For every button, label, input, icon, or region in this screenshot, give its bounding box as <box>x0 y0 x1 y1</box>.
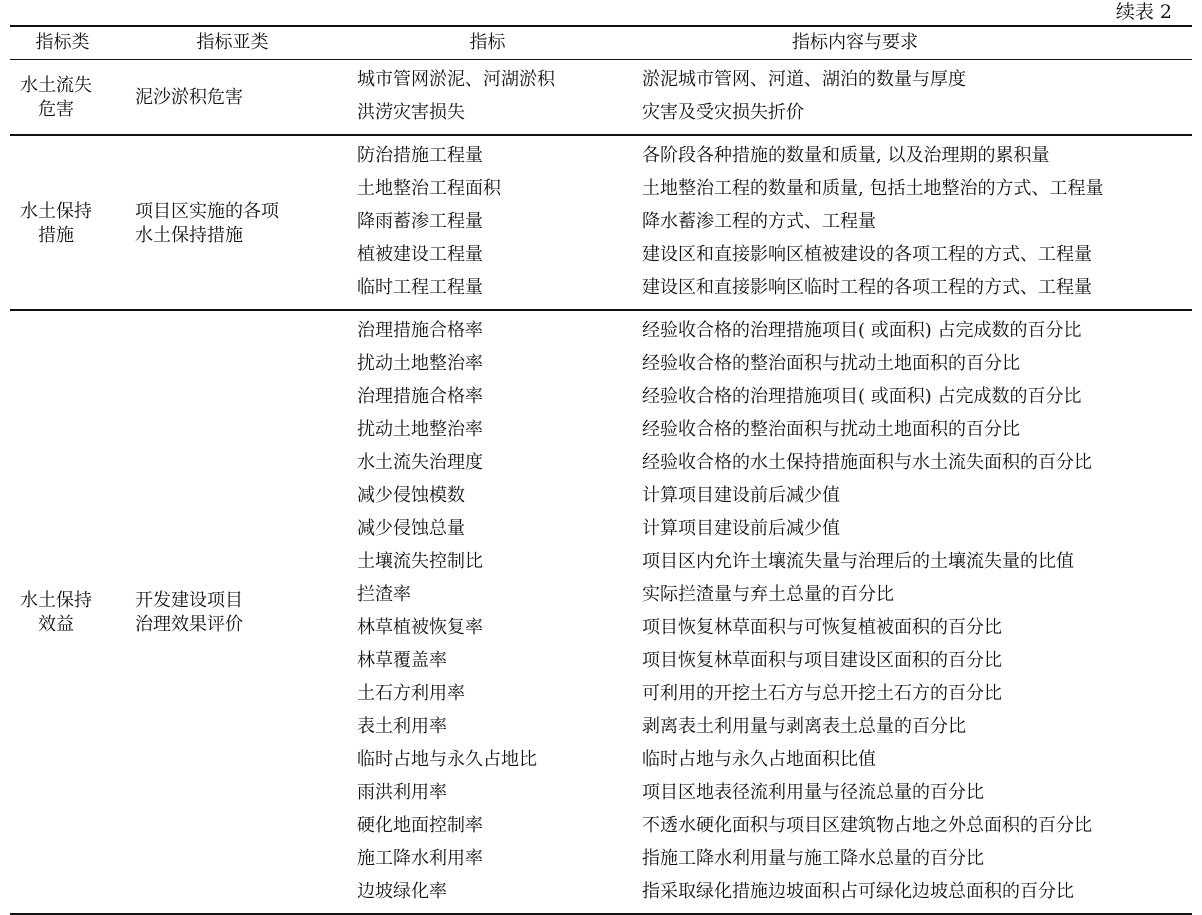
indicator-cell: 边坡绿化率 <box>357 881 447 902</box>
subcategory-cell-line: 泥沙淤积危害 <box>135 87 243 108</box>
content-cell: 经验收合格的整治面积与扰动土地面积的百分比 <box>642 419 1020 440</box>
indicator-cell: 林草覆盖率 <box>357 650 447 671</box>
indicator-cell: 水土流失治理度 <box>357 452 483 473</box>
content-cell: 计算项目建设前后减少值 <box>642 485 840 506</box>
content-cell: 淤泥城市管网、河道、湖泊的数量与厚度 <box>642 69 966 90</box>
indicator-cell: 扰动土地整治率 <box>357 419 483 440</box>
indicator-cell: 洪涝灾害损失 <box>357 102 465 123</box>
indicator-cell: 扰动土地整治率 <box>357 353 483 374</box>
content-cell: 经验收合格的治理措施项目( 或面积) 占完成数的百分比 <box>642 386 1082 407</box>
content-cell: 项目恢复林草面积与项目建设区面积的百分比 <box>642 650 1002 671</box>
category-cell <box>20 74 92 122</box>
category-cell <box>20 589 92 637</box>
indicator-cell: 施工降水利用率 <box>357 848 483 869</box>
subcategory-cell-line: 开发建设项目 <box>135 590 243 611</box>
indicator-cell: 治理措施合格率 <box>357 386 483 407</box>
indicator-cell: 治理措施合格率 <box>357 320 483 341</box>
subcategory-cell-line: 项目区实施的各项 <box>135 200 279 222</box>
subcategory-cell <box>135 86 243 110</box>
table-caption: 续表 2 <box>1115 1 1172 23</box>
content-cell: 计算项目建设前后减少值 <box>642 518 840 539</box>
content-cell: 剥离表土利用量与剥离表土总量的百分比 <box>642 716 966 737</box>
indicator-cell: 拦渣率 <box>357 584 411 605</box>
content-cell: 建设区和直接影响区植被建设的各项工程的方式、工程量 <box>642 244 1092 265</box>
indicator-cell: 表土利用率 <box>357 716 447 737</box>
group-rule <box>10 134 1192 136</box>
header-rule <box>10 59 1192 60</box>
content-cell: 经验收合格的整治面积与扰动土地面积的百分比 <box>642 353 1020 374</box>
subcategory-cell-line: 水土保持措施 <box>135 224 243 246</box>
category-cell-line: 效益 <box>38 614 74 635</box>
content-cell: 实际拦渣量与弃土总量的百分比 <box>642 584 894 605</box>
content-cell: 建设区和直接影响区临时工程的各项工程的方式、工程量 <box>642 277 1092 298</box>
indicator-cell: 防治措施工程量 <box>357 145 483 166</box>
content-cell: 项目区地表径流利用量与径流总量的百分比 <box>642 782 984 803</box>
subcategory-cell-line: 治理效果评价 <box>135 614 243 635</box>
content-cell: 灾害及受灾损失折价 <box>642 102 804 123</box>
category-cell-line: 措施 <box>38 224 74 246</box>
indicator-cell: 植被建设工程量 <box>357 244 483 265</box>
content-cell: 土地整治工程的数量和质量, 包括土地整治的方式、工程量 <box>642 178 1104 199</box>
indicator-cell: 降雨蓄渗工程量 <box>357 211 483 232</box>
indicator-cell: 减少侵蚀模数 <box>357 485 465 506</box>
header-category: 指标类 <box>35 32 90 53</box>
content-cell: 指施工降水利用量与施工降水总量的百分比 <box>642 848 984 869</box>
category-cell-line: 水土保持 <box>20 590 92 611</box>
subcategory-cell <box>135 200 279 248</box>
content-cell: 经验收合格的水土保持措施面积与水土流失面积的百分比 <box>642 452 1092 473</box>
content-cell: 不透水硬化面积与项目区建筑物占地之外总面积的百分比 <box>642 815 1092 836</box>
header-subcategory: 指标亚类 <box>196 32 269 53</box>
header-indicator: 指标 <box>469 32 506 53</box>
indicator-cell: 雨洪利用率 <box>357 782 447 803</box>
indicator-cell: 土壤流失控制比 <box>357 551 483 572</box>
content-cell: 降水蓄渗工程的方式、工程量 <box>642 211 876 232</box>
indicator-cell: 城市管网淤泥、河湖淤积 <box>357 69 555 90</box>
content-cell: 项目区内允许土壤流失量与治理后的土壤流失量的比值 <box>642 551 1074 572</box>
content-cell: 项目恢复林草面积与可恢复植被面积的百分比 <box>642 617 1002 638</box>
content-cell: 各阶段各种措施的数量和质量, 以及治理期的累积量 <box>642 145 1050 166</box>
indicator-cell: 临时占地与永久占地比 <box>357 749 537 770</box>
category-cell-line: 水土流失 <box>20 75 92 96</box>
indicator-cell: 土地整治工程面积 <box>357 178 501 199</box>
category-cell-line: 危害 <box>38 99 74 120</box>
content-cell: 指采取绿化措施边坡面积占可绿化边坡总面积的百分比 <box>642 881 1074 902</box>
indicator-cell: 减少侵蚀总量 <box>357 518 465 539</box>
content-cell: 经验收合格的治理措施项目( 或面积) 占完成数的百分比 <box>642 320 1082 341</box>
category-cell-line: 水土保持 <box>20 200 92 222</box>
content-cell: 可利用的开挖土石方与总开挖土石方的百分比 <box>642 683 1002 704</box>
content-cell: 临时占地与永久占地面积比值 <box>642 749 876 770</box>
indicator-cell: 硬化地面控制率 <box>357 815 483 836</box>
group-rule <box>10 309 1192 311</box>
indicator-cell: 临时工程工程量 <box>357 277 483 298</box>
indicator-cell: 土石方利用率 <box>357 683 465 704</box>
subcategory-cell <box>135 589 243 637</box>
header-content: 指标内容与要求 <box>792 32 918 53</box>
category-cell <box>20 200 92 248</box>
indicator-cell: 林草植被恢复率 <box>357 617 483 638</box>
